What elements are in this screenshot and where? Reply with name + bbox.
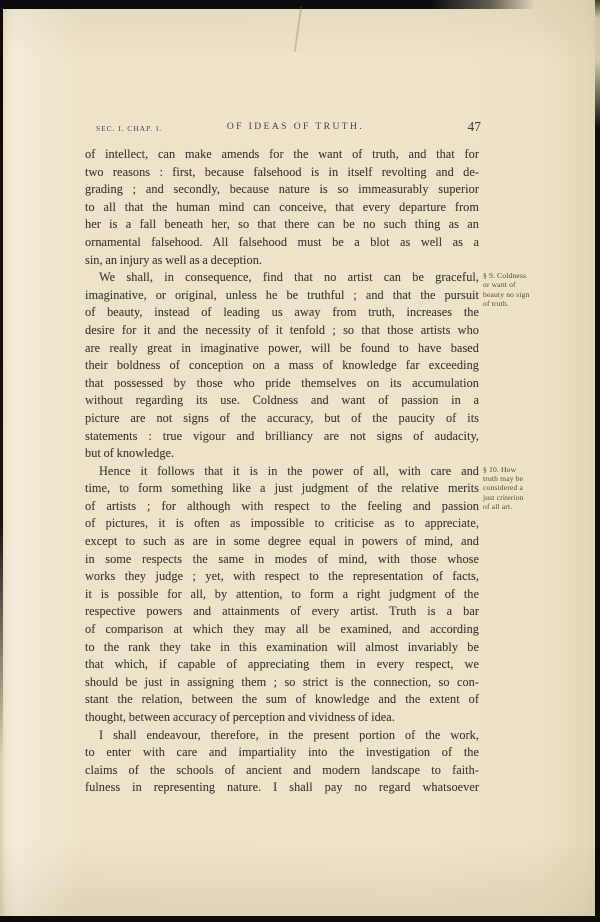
text-line: picture are not signs of the accuracy, but of the paucity of its <box>85 410 479 425</box>
text-line: to enter with care and impartiality into the investigation of the <box>85 745 479 760</box>
page-number: 47 <box>467 119 481 134</box>
text-line: time, to form something like a just judgment of the relative merits <box>85 481 479 496</box>
margin-note-section-10 <box>483 465 555 511</box>
text-line: thought, between accuracy of perception and vividness of idea. <box>85 710 395 724</box>
running-head <box>85 119 482 135</box>
paragraph-2-lines <box>85 269 479 463</box>
text-line: of beauty, instead of leading us away from truth, increases the <box>85 305 479 320</box>
text-line: in some respects the same in modes of mind, with those whose <box>85 551 479 566</box>
text-line: claims of the schools of ancient and modern landscape to faith- <box>85 762 479 777</box>
text-line: but of knowledge. <box>85 446 175 461</box>
margin-note-line: § 9. Coldness <box>483 271 527 281</box>
text-line: without regarding its use. Coldness and want of passion in a <box>85 393 479 408</box>
margin-note-line: or want of <box>483 280 516 290</box>
text-line: Hence it follows that it is in the power of all, with care and <box>99 463 479 478</box>
scan-scratch-artifact <box>294 6 302 52</box>
margin-note-line: just criterion <box>483 492 524 502</box>
text-line: two reasons : first, because falsehood is in itself revolting and de- <box>85 164 479 179</box>
text-line: imaginative, or original, unless he be truthful ; and that the pursuit <box>85 287 479 302</box>
text-line: her is a fall beneath her, so that there can be no such thing as an <box>85 217 479 232</box>
text-line: sin, an injury as well as a deception. <box>85 252 263 267</box>
text-line: of pictures, it is often as impossible to criticise as to appreciate, <box>85 516 479 531</box>
paragraph-3-lines <box>85 463 479 727</box>
paragraph-4 <box>85 727 479 797</box>
text-line: We shall, in consequence, find that no artist can be graceful, <box>99 270 479 285</box>
running-head-title: OF IDEAS OF TRUTH. <box>226 121 365 132</box>
text-line: respective powers and attainments of every artist. Truth is a bar <box>85 604 479 619</box>
text-line: of intellect, can make amends for the want of truth, and that for <box>85 147 479 161</box>
margin-note-line: considered a <box>483 483 523 493</box>
text-line: statements : true vigour and brilliancy are not signs of audacity, <box>85 428 479 443</box>
margin-note-line: beauty no sign <box>483 289 530 299</box>
scan-edge-bottom <box>0 916 600 922</box>
text-line: fulness in representing nature. I shall pay no regard whatsoever <box>85 780 479 795</box>
paragraph-4-lines <box>85 727 479 797</box>
text-line: ornamental falsehood. All falsehood must be a blot as well as a <box>85 234 479 249</box>
text-line: it is possible for all, by attention, to form a right judgment of the <box>85 586 479 601</box>
text-line: that which, if capable of appreciating them in every respect, we <box>85 657 479 672</box>
page-body <box>85 146 530 797</box>
margin-note-line: of all art. <box>483 501 513 511</box>
paragraph-3 <box>85 463 524 727</box>
text-line: should be just in assigning them ; so strict is the connection, so con- <box>85 674 479 689</box>
paragraph-1-lines <box>85 146 479 269</box>
text-line: except to such as are in some degree equal in powers of mind, and <box>85 534 479 549</box>
paragraph-1 <box>85 146 479 269</box>
text-line: to the rank they take in this examination will almost invariably be <box>85 639 479 654</box>
text-line: stant the relation, between the sum of knowledge and the extent of <box>85 692 479 707</box>
margin-note-line: of truth. <box>483 299 509 309</box>
text-line: desire for it and the necessity of it tenfold ; so that those artists who <box>85 322 479 337</box>
text-line: of artists ; for although with respect to the feeling and passion <box>85 498 479 513</box>
text-line: of comparison at which they may all be examined, and according <box>85 622 479 637</box>
text-line: works they judge ; yet, with respect to the representation of facts, <box>85 569 479 584</box>
margin-note-line: § 10. How <box>483 464 517 474</box>
text-line: their boldness of conception on a mass of knowledge far exceeding <box>85 358 479 373</box>
text-line: grading ; and secondly, because nature is so immeasurably superior <box>85 182 479 197</box>
paragraph-2 <box>85 269 530 463</box>
text-line: I shall endeavour, therefore, in the present portion of the work, <box>99 727 479 742</box>
margin-note-section-9 <box>483 271 555 308</box>
text-line: are really great in imaginative power, will be found to have based <box>85 340 479 355</box>
text-line: that possessed by those who pride themselves on its accumulation <box>85 375 479 390</box>
scan-edge-top <box>0 0 540 9</box>
text-line: to all that the human mind can conceive, that every departure from <box>85 199 479 214</box>
scan-edge-left <box>0 0 3 760</box>
scan-edge-right <box>595 0 600 922</box>
margin-note-line: truth may be <box>483 473 524 483</box>
running-head-section: SEC. I. CHAP. I. <box>96 124 163 133</box>
